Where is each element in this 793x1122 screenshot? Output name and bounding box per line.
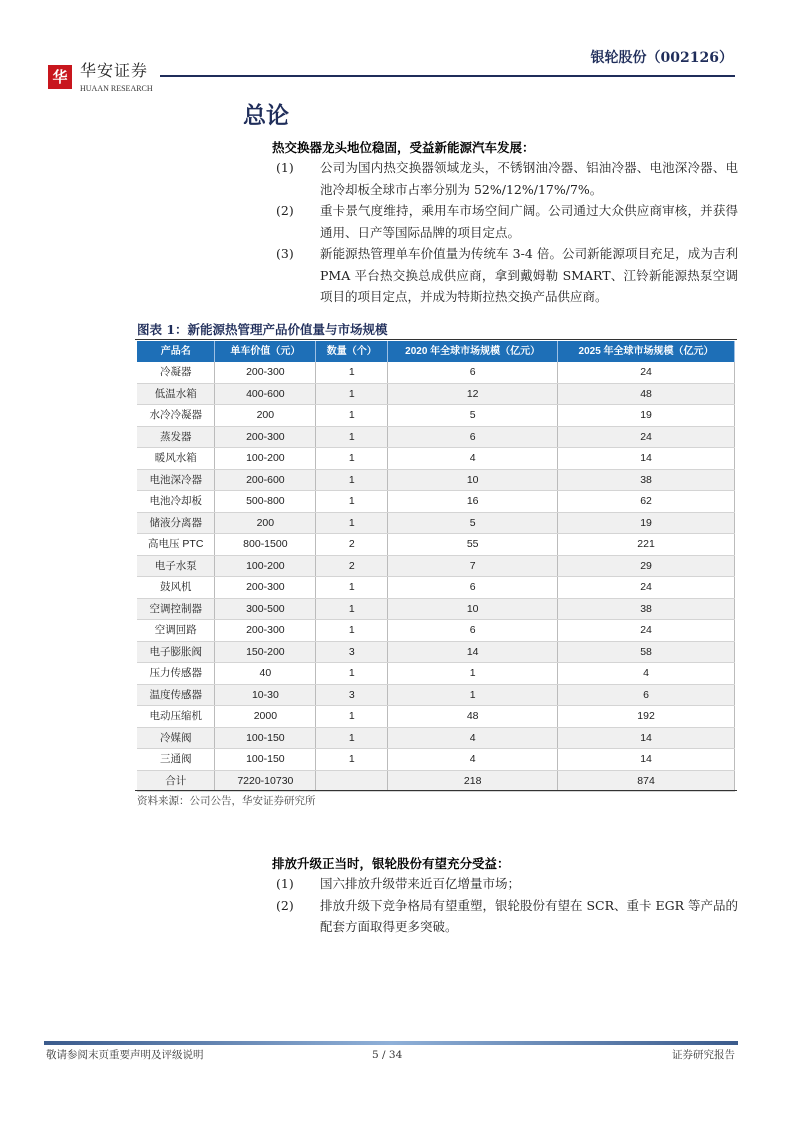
table-cell: 200-300 xyxy=(215,577,316,599)
table-cell: 16 xyxy=(388,491,558,513)
column-header: 2020 年全球市场规模（亿元） xyxy=(388,341,558,362)
page-title: 总论 xyxy=(243,102,289,129)
table-cell: 100-200 xyxy=(215,555,316,577)
column-header: 单车价值（元） xyxy=(215,341,316,362)
table-cell: 压力传感器 xyxy=(137,663,215,685)
table-row xyxy=(137,641,735,663)
table-cell: 高电压 PTC xyxy=(137,534,215,556)
table-cell: 鼓风机 xyxy=(137,577,215,599)
column-header: 2025 年全球市场规模（亿元） xyxy=(558,341,735,362)
table-cell: 6 xyxy=(388,426,558,448)
table-row xyxy=(137,620,735,642)
table-cell: 200 xyxy=(215,512,316,534)
table-cell: 电子水泵 xyxy=(137,555,215,577)
table-cell: 100-200 xyxy=(215,448,316,470)
table-cell: 12 xyxy=(388,383,558,405)
table-cell: 200-300 xyxy=(215,362,316,383)
report-type: 证券研究报告 xyxy=(672,1049,735,1061)
table-cell: 2 xyxy=(316,555,388,577)
table-cell: 24 xyxy=(558,577,735,599)
table-row xyxy=(137,706,735,728)
table-cell: 100-150 xyxy=(215,749,316,771)
table-cell: 合计 xyxy=(137,770,215,792)
company-logo-text: 华安证券 xyxy=(80,61,149,80)
section-2 xyxy=(272,855,738,938)
section-heading: 热交换器龙头地位稳固，受益新能源汽车发展： xyxy=(272,140,535,155)
table-cell: 6 xyxy=(388,620,558,642)
data-table xyxy=(137,341,735,792)
table-row xyxy=(137,555,735,577)
table-cell: 200-300 xyxy=(215,426,316,448)
list-item xyxy=(276,243,738,308)
table-row xyxy=(137,491,735,513)
table-cell: 冷媒阀 xyxy=(137,727,215,749)
page-number: 5 / 34 xyxy=(372,1049,403,1061)
table-row xyxy=(137,448,735,470)
table-cell: 2000 xyxy=(215,706,316,728)
table-cell: 1 xyxy=(316,426,388,448)
table-row xyxy=(137,663,735,685)
item-number: (2) xyxy=(276,203,294,218)
table-row xyxy=(137,577,735,599)
table-cell: 2 xyxy=(316,534,388,556)
item-text: 国六排放升级带来近百亿增量市场； xyxy=(320,876,521,891)
table-cell: 电池深冷器 xyxy=(137,469,215,491)
table-cell: 218 xyxy=(388,770,558,792)
item-text: 排放升级下竞争格局有望重塑，银轮股份有望在 SCR、重卡 EGR 等产品的配套方面取得更多突破。 xyxy=(320,897,738,934)
table-row xyxy=(137,534,735,556)
table-cell: 温度传感器 xyxy=(137,684,215,706)
list-item xyxy=(276,873,738,895)
table-cell: 电动压缩机 xyxy=(137,706,215,728)
table-cell: 1 xyxy=(316,620,388,642)
footer-divider xyxy=(44,1041,738,1045)
table-cell: 10 xyxy=(388,598,558,620)
table-cell: 14 xyxy=(558,727,735,749)
table-cell: 1 xyxy=(316,383,388,405)
table-row xyxy=(137,469,735,491)
table-cell: 6 xyxy=(388,362,558,383)
table-row xyxy=(137,749,735,771)
table-cell: 14 xyxy=(558,448,735,470)
table-row xyxy=(137,684,735,706)
table-cell: 24 xyxy=(558,426,735,448)
list-item xyxy=(276,200,738,243)
table-cell: 5 xyxy=(388,512,558,534)
table-cell: 冷凝器 xyxy=(137,362,215,383)
table-cell: 29 xyxy=(558,555,735,577)
table-cell: 24 xyxy=(558,620,735,642)
table-bottom-rule xyxy=(135,790,737,791)
table-cell: 150-200 xyxy=(215,641,316,663)
column-header: 产品名 xyxy=(137,341,215,362)
list-item xyxy=(276,157,738,200)
table-cell: 200 xyxy=(215,405,316,427)
table-cell: 4 xyxy=(388,727,558,749)
table-row xyxy=(137,727,735,749)
footer-disclaimer: 敬请参阅末页重要声明及评级说明 xyxy=(46,1049,204,1061)
list-item xyxy=(276,895,738,938)
table-cell: 500-800 xyxy=(215,491,316,513)
table-cell: 1 xyxy=(316,577,388,599)
report-company-title: 银轮股份（002126） xyxy=(590,50,733,66)
table-cell: 蒸发器 xyxy=(137,426,215,448)
item-number: (3) xyxy=(276,246,294,261)
table-cell: 800-1500 xyxy=(215,534,316,556)
table-cell: 1 xyxy=(316,663,388,685)
table-cell: 300-500 xyxy=(215,598,316,620)
section-heading: 排放升级正当时，银轮股份有望充分受益： xyxy=(272,856,510,871)
table-cell: 55 xyxy=(388,534,558,556)
table-cell: 6 xyxy=(558,684,735,706)
caption-divider xyxy=(135,339,737,340)
section-1 xyxy=(272,139,738,308)
table-row xyxy=(137,770,735,792)
table-source: 资料来源：公司公告，华安证券研究所 xyxy=(137,795,316,807)
table-cell: 低温水箱 xyxy=(137,383,215,405)
table-cell: 10-30 xyxy=(215,684,316,706)
table-header-row xyxy=(137,341,735,362)
table-row xyxy=(137,512,735,534)
table-caption: 图表 1：新能源热管理产品价值量与市场规模 xyxy=(137,322,388,337)
table-cell: 7220-10730 xyxy=(215,770,316,792)
table-cell: 空调回路 xyxy=(137,620,215,642)
table-cell: 6 xyxy=(388,577,558,599)
table-cell: 192 xyxy=(558,706,735,728)
table-cell: 1 xyxy=(316,706,388,728)
table-cell: 暖风水箱 xyxy=(137,448,215,470)
table-cell: 3 xyxy=(316,641,388,663)
table-cell: 4 xyxy=(388,448,558,470)
item-text: 新能源热管理单车价值量为传统车 3-4 倍。公司新能源项目充足，成为吉利 PMA 平台热交换总成供应商，拿到戴姆勒 SMART、江铃新能源热泵空调项目的项目定点，并成为特斯拉热交换产品供应商。 xyxy=(320,246,738,304)
item-number: (2) xyxy=(276,897,294,913)
item-number: (1) xyxy=(276,876,294,891)
table-cell: 4 xyxy=(388,749,558,771)
table-cell: 400-600 xyxy=(215,383,316,405)
table-cell: 储液分离器 xyxy=(137,512,215,534)
table-cell: 水冷冷凝器 xyxy=(137,405,215,427)
table-row xyxy=(137,598,735,620)
column-header: 数量（个） xyxy=(316,341,388,362)
table-cell: 空调控制器 xyxy=(137,598,215,620)
table-cell: 200-600 xyxy=(215,469,316,491)
table-cell: 1 xyxy=(316,491,388,513)
table-cell: 874 xyxy=(558,770,735,792)
table-cell: 1 xyxy=(316,727,388,749)
item-number: (1) xyxy=(276,160,294,175)
table-cell: 62 xyxy=(558,491,735,513)
item-text: 重卡景气度维持，乘用车市场空间广阔。公司通过大众供应商审核，并获得通用、日产等国际品牌的项目定点。 xyxy=(320,203,738,240)
table-row xyxy=(137,362,735,383)
table-row xyxy=(137,426,735,448)
table-cell: 40 xyxy=(215,663,316,685)
table-cell: 5 xyxy=(388,405,558,427)
table-cell: 电子膨胀阀 xyxy=(137,641,215,663)
table-row xyxy=(137,383,735,405)
table-cell: 1 xyxy=(316,512,388,534)
table-cell: 1 xyxy=(388,663,558,685)
table-cell: 1 xyxy=(316,362,388,383)
header-divider xyxy=(160,75,735,77)
table-row xyxy=(137,405,735,427)
table-cell: 电池冷却板 xyxy=(137,491,215,513)
table-cell: 1 xyxy=(316,598,388,620)
table-cell: 1 xyxy=(316,469,388,491)
table-cell: 三通阀 xyxy=(137,749,215,771)
table-cell: 14 xyxy=(388,641,558,663)
table-cell: 38 xyxy=(558,469,735,491)
item-text: 公司为国内热交换器领域龙头，不锈钢油冷器、铝油冷器、电池深冷器、电池冷却板全球市占率分别为 52%/12%/17%/7%。 xyxy=(320,160,738,197)
table-cell: 1 xyxy=(316,448,388,470)
table-cell: 14 xyxy=(558,749,735,771)
table-cell: 1 xyxy=(388,684,558,706)
table-cell: 58 xyxy=(558,641,735,663)
company-logo-mark: 华 xyxy=(48,65,72,89)
table-cell: 4 xyxy=(558,663,735,685)
table-cell: 1 xyxy=(316,405,388,427)
table-cell: 48 xyxy=(388,706,558,728)
table-cell: 19 xyxy=(558,405,735,427)
table-cell: 221 xyxy=(558,534,735,556)
table-cell: 100-150 xyxy=(215,727,316,749)
table-cell: 1 xyxy=(316,749,388,771)
table-cell: 200-300 xyxy=(215,620,316,642)
table-cell: 38 xyxy=(558,598,735,620)
table-cell: 48 xyxy=(558,383,735,405)
table-cell: 24 xyxy=(558,362,735,383)
table-cell: 3 xyxy=(316,684,388,706)
company-logo-subtitle: HUAAN RESEARCH xyxy=(80,84,153,93)
table-cell: 19 xyxy=(558,512,735,534)
table-cell: 10 xyxy=(388,469,558,491)
table-cell xyxy=(316,770,388,792)
table-cell: 7 xyxy=(388,555,558,577)
